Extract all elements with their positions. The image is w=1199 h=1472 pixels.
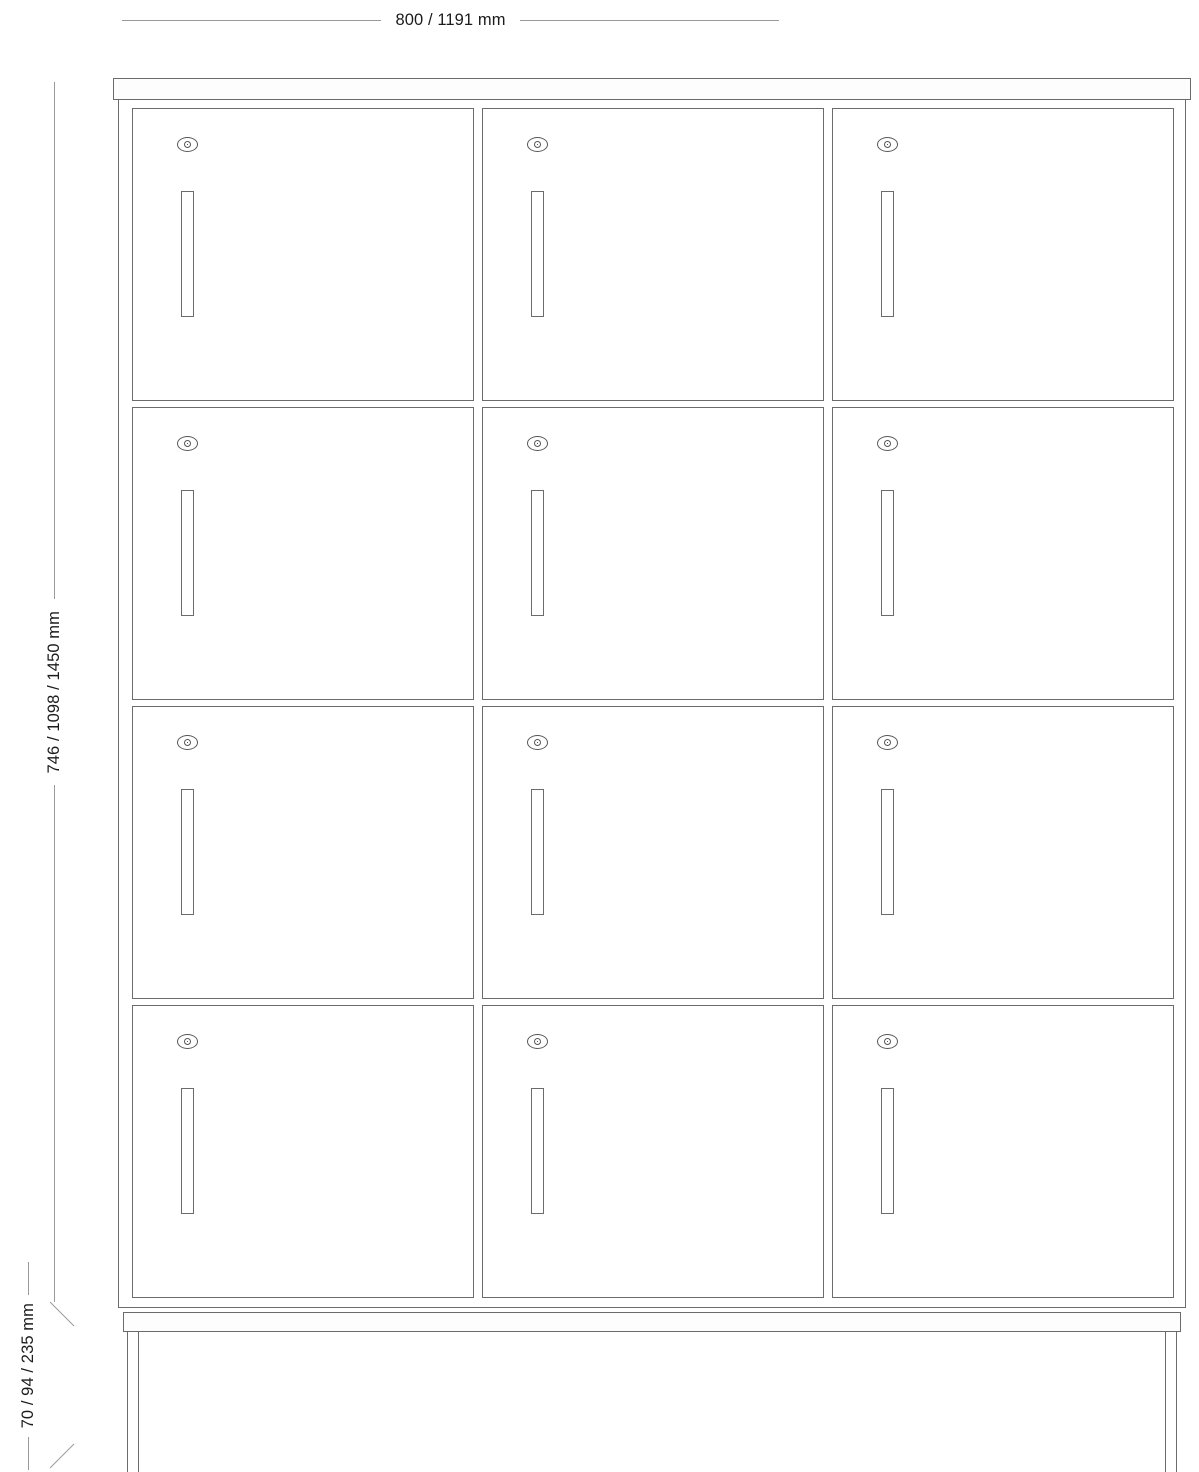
locker-door[interactable]	[132, 1005, 474, 1298]
dimension-line-right	[520, 20, 779, 21]
base-leg-right	[1165, 1332, 1177, 1472]
door-handle[interactable]	[881, 490, 894, 616]
door-handle[interactable]	[531, 789, 544, 915]
locker-door[interactable]	[482, 1005, 824, 1298]
base-rail	[123, 1312, 1181, 1332]
locker-door[interactable]	[832, 706, 1174, 999]
lock-icon[interactable]	[877, 436, 898, 451]
lock-icon[interactable]	[177, 1034, 198, 1049]
locker-door[interactable]	[832, 407, 1174, 700]
lock-keyhole-icon	[884, 739, 891, 746]
door-handle[interactable]	[181, 490, 194, 616]
door-handle[interactable]	[531, 490, 544, 616]
cabinet-top-panel	[113, 78, 1191, 100]
base-height-dimension-label: 70 / 94 / 235 mm	[18, 1303, 37, 1429]
base-dimension-line-bottom	[28, 1437, 29, 1470]
locker-door[interactable]	[132, 108, 474, 401]
locker-cabinet	[113, 78, 1191, 1308]
lock-keyhole-icon	[534, 141, 541, 148]
lock-keyhole-icon	[184, 1038, 191, 1045]
lock-icon[interactable]	[177, 137, 198, 152]
locker-door[interactable]	[132, 407, 474, 700]
lock-keyhole-icon	[534, 739, 541, 746]
base-dimension-line-top	[28, 1262, 29, 1295]
compartment-grid	[132, 108, 1174, 1298]
door-handle[interactable]	[181, 191, 194, 317]
door-handle[interactable]	[181, 1088, 194, 1214]
lock-keyhole-icon	[884, 1038, 891, 1045]
lock-keyhole-icon	[184, 440, 191, 447]
lock-keyhole-icon	[534, 440, 541, 447]
base-height-dimension	[6, 1262, 50, 1470]
locker-door[interactable]	[482, 108, 824, 401]
lock-icon[interactable]	[877, 735, 898, 750]
door-handle[interactable]	[881, 1088, 894, 1214]
base-leg-left	[127, 1332, 139, 1472]
lock-keyhole-icon	[884, 141, 891, 148]
base-dimension-arrow-icon	[48, 1300, 78, 1470]
locker-door[interactable]	[132, 706, 474, 999]
lock-keyhole-icon	[184, 739, 191, 746]
door-handle[interactable]	[181, 789, 194, 915]
lock-icon[interactable]	[527, 735, 548, 750]
lock-icon[interactable]	[527, 436, 548, 451]
lock-icon[interactable]	[877, 1034, 898, 1049]
door-handle[interactable]	[881, 191, 894, 317]
cabinet-base	[113, 1312, 1191, 1472]
height-dimension	[34, 82, 74, 1302]
lock-icon[interactable]	[527, 137, 548, 152]
width-dimension-label: 800 / 1191 mm	[395, 10, 506, 29]
lock-icon[interactable]	[877, 137, 898, 152]
lock-keyhole-icon	[884, 440, 891, 447]
width-dimension	[0, 0, 1199, 40]
lock-keyhole-icon	[184, 141, 191, 148]
lock-icon[interactable]	[527, 1034, 548, 1049]
door-handle[interactable]	[881, 789, 894, 915]
door-handle[interactable]	[531, 1088, 544, 1214]
dimension-line-bottom	[54, 785, 55, 1302]
door-handle[interactable]	[531, 191, 544, 317]
lock-icon[interactable]	[177, 436, 198, 451]
lock-icon[interactable]	[177, 735, 198, 750]
lock-keyhole-icon	[534, 1038, 541, 1045]
locker-door[interactable]	[832, 1005, 1174, 1298]
height-dimension-label: 746 / 1098 / 1450 mm	[44, 610, 63, 774]
locker-door[interactable]	[832, 108, 1174, 401]
dimension-line-left	[122, 20, 381, 21]
locker-door[interactable]	[482, 407, 824, 700]
dimension-line-top	[54, 82, 55, 599]
locker-door[interactable]	[482, 706, 824, 999]
